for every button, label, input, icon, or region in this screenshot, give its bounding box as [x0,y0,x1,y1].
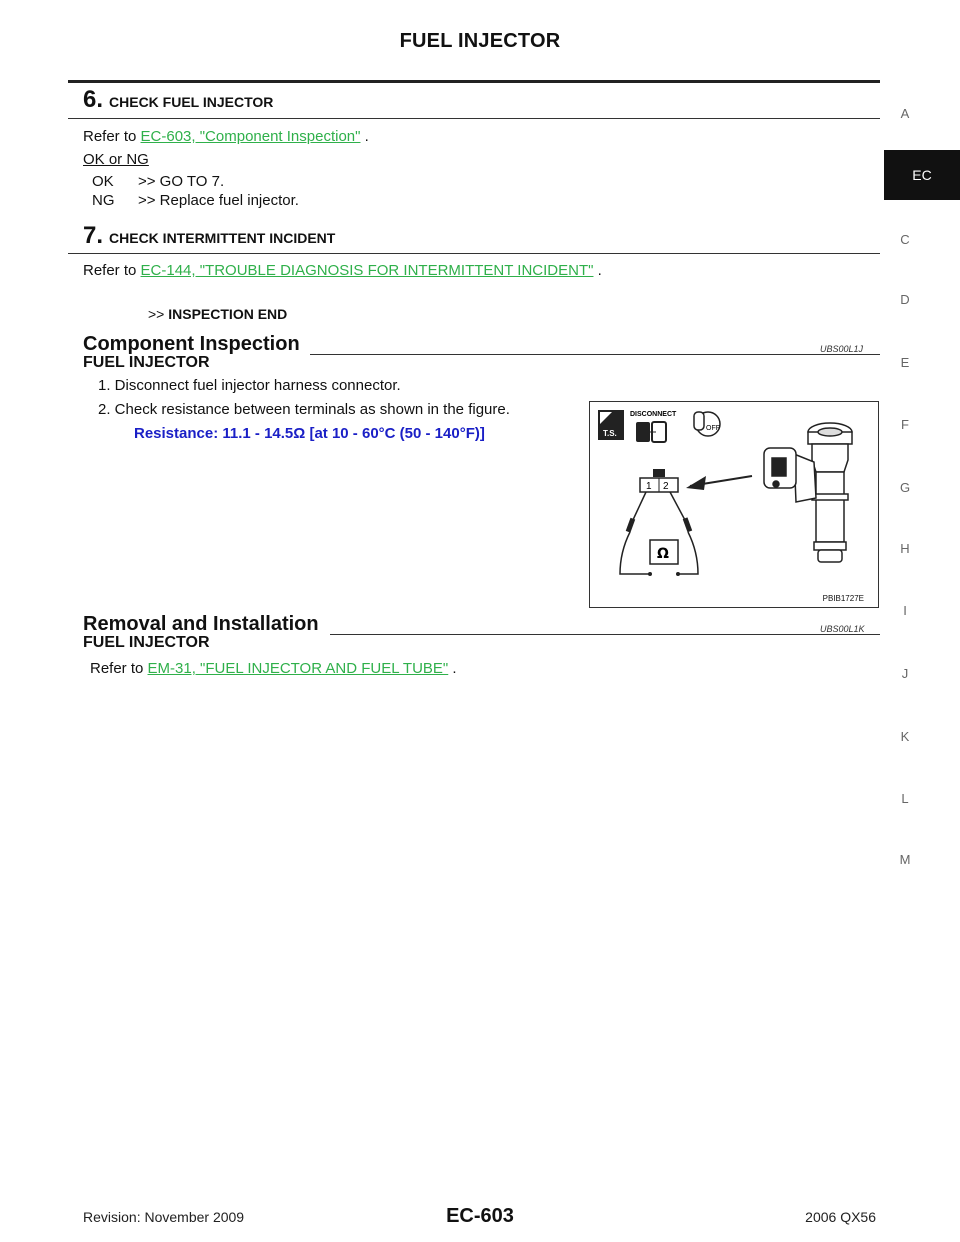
footer-model: 2006 QX56 [805,1209,876,1225]
side-nav-m[interactable]: M [899,852,911,867]
step-7-heading [83,222,335,250]
side-nav-h[interactable]: H [900,541,910,556]
link-trouble-diagnosis[interactable]: EC-144, "TROUBLE DIAGNOSIS FOR INTERMITTENT INCIDENT" [140,262,594,279]
side-nav-ec-active[interactable]: EC [884,150,960,200]
inspection-item-2: 2. Check resistance between terminals as shown in the figure. [98,401,510,418]
terminal-2-label: 2 [663,481,669,492]
component-inspection-title: Component Inspection [83,333,300,355]
footer-page-number: EC-603 [446,1205,514,1227]
step-6-number: 6. [83,86,104,113]
header-rule [68,80,880,83]
ok-key: OK [92,173,114,190]
inspection-end [148,306,287,322]
end-text: INSPECTION END [168,306,288,322]
removal-refer [90,660,457,677]
arrow-icon [686,476,752,490]
refer-suffix: . [597,262,602,279]
step-7-refer [83,262,602,279]
ng-text: >> Replace fuel injector. [138,192,299,209]
removal-code: UBS00L1K [820,624,865,634]
ts-icon [598,410,624,440]
step-6-refer [83,128,369,145]
footer-revision: Revision: November 2009 [83,1209,245,1225]
injector-resistance-figure [589,401,879,608]
refer-prefix: Refer to [83,128,137,145]
component-inspection-subtitle: FUEL INJECTOR [83,354,210,371]
component-inspection-code: UBS00L1J [820,344,864,354]
step-6-title: CHECK FUEL INJECTOR [109,94,274,110]
ng-key: NG [92,192,115,209]
step-7-title: CHECK INTERMITTENT INCIDENT [109,230,336,246]
side-nav-a[interactable]: A [900,106,910,121]
disconnect-label: DISCONNECT [630,411,677,418]
side-nav-l[interactable]: L [901,791,909,806]
disconnect-connector-icon [636,422,666,442]
side-nav-d[interactable]: D [900,292,910,307]
side-nav-c[interactable]: C [900,232,910,247]
ohm-symbol: Ω [657,546,669,562]
refer-suffix: . [452,660,457,677]
figure-illustration [590,402,878,607]
side-nav-e[interactable]: E [900,355,910,370]
ignition-key-icon [694,412,720,436]
removal-subtitle: FUEL INJECTOR [83,634,210,651]
refer-prefix: Refer to [90,660,144,677]
component-inspection-rule [310,354,880,355]
ok-text: >> GO TO 7. [138,173,225,190]
ok-ng-label: OK or NG [83,151,149,168]
step-7-rule [68,253,880,254]
link-fuel-injector-tube[interactable]: EM-31, "FUEL INJECTOR AND FUEL TUBE" [147,660,449,677]
step-7-number: 7. [83,222,104,249]
link-component-inspection[interactable]: EC-603, "Component Inspection" [140,128,361,145]
side-nav-j[interactable]: J [901,666,909,681]
figure-code: PBIB1727E [822,594,864,603]
terminal-1-label: 1 [646,481,652,492]
side-nav-i[interactable]: I [903,603,907,618]
ts-label: T.S. [603,429,617,438]
side-nav-k[interactable]: K [900,729,910,744]
end-arrow: >> [148,306,165,322]
harness-connector [640,469,678,492]
removal-rule [330,634,880,635]
removal-title: Removal and Installation [83,613,319,635]
page-title: FUEL INJECTOR [399,30,561,52]
resistance-spec: Resistance: 11.1 - 14.5Ω [at 10 - 60°C (50 - 140°F)] [134,425,485,442]
side-nav-g[interactable]: G [899,480,911,495]
off-label: OFF [706,425,720,432]
ohmmeter-icon [650,540,678,564]
step-6-heading [83,86,273,114]
step-6-rule [68,118,880,119]
inspection-item-1: 1. Disconnect fuel injector harness connector. [98,377,401,394]
side-nav-f[interactable]: F [901,417,909,432]
fuel-injector-icon [764,423,852,562]
refer-suffix: . [364,128,369,145]
refer-prefix: Refer to [83,262,137,279]
